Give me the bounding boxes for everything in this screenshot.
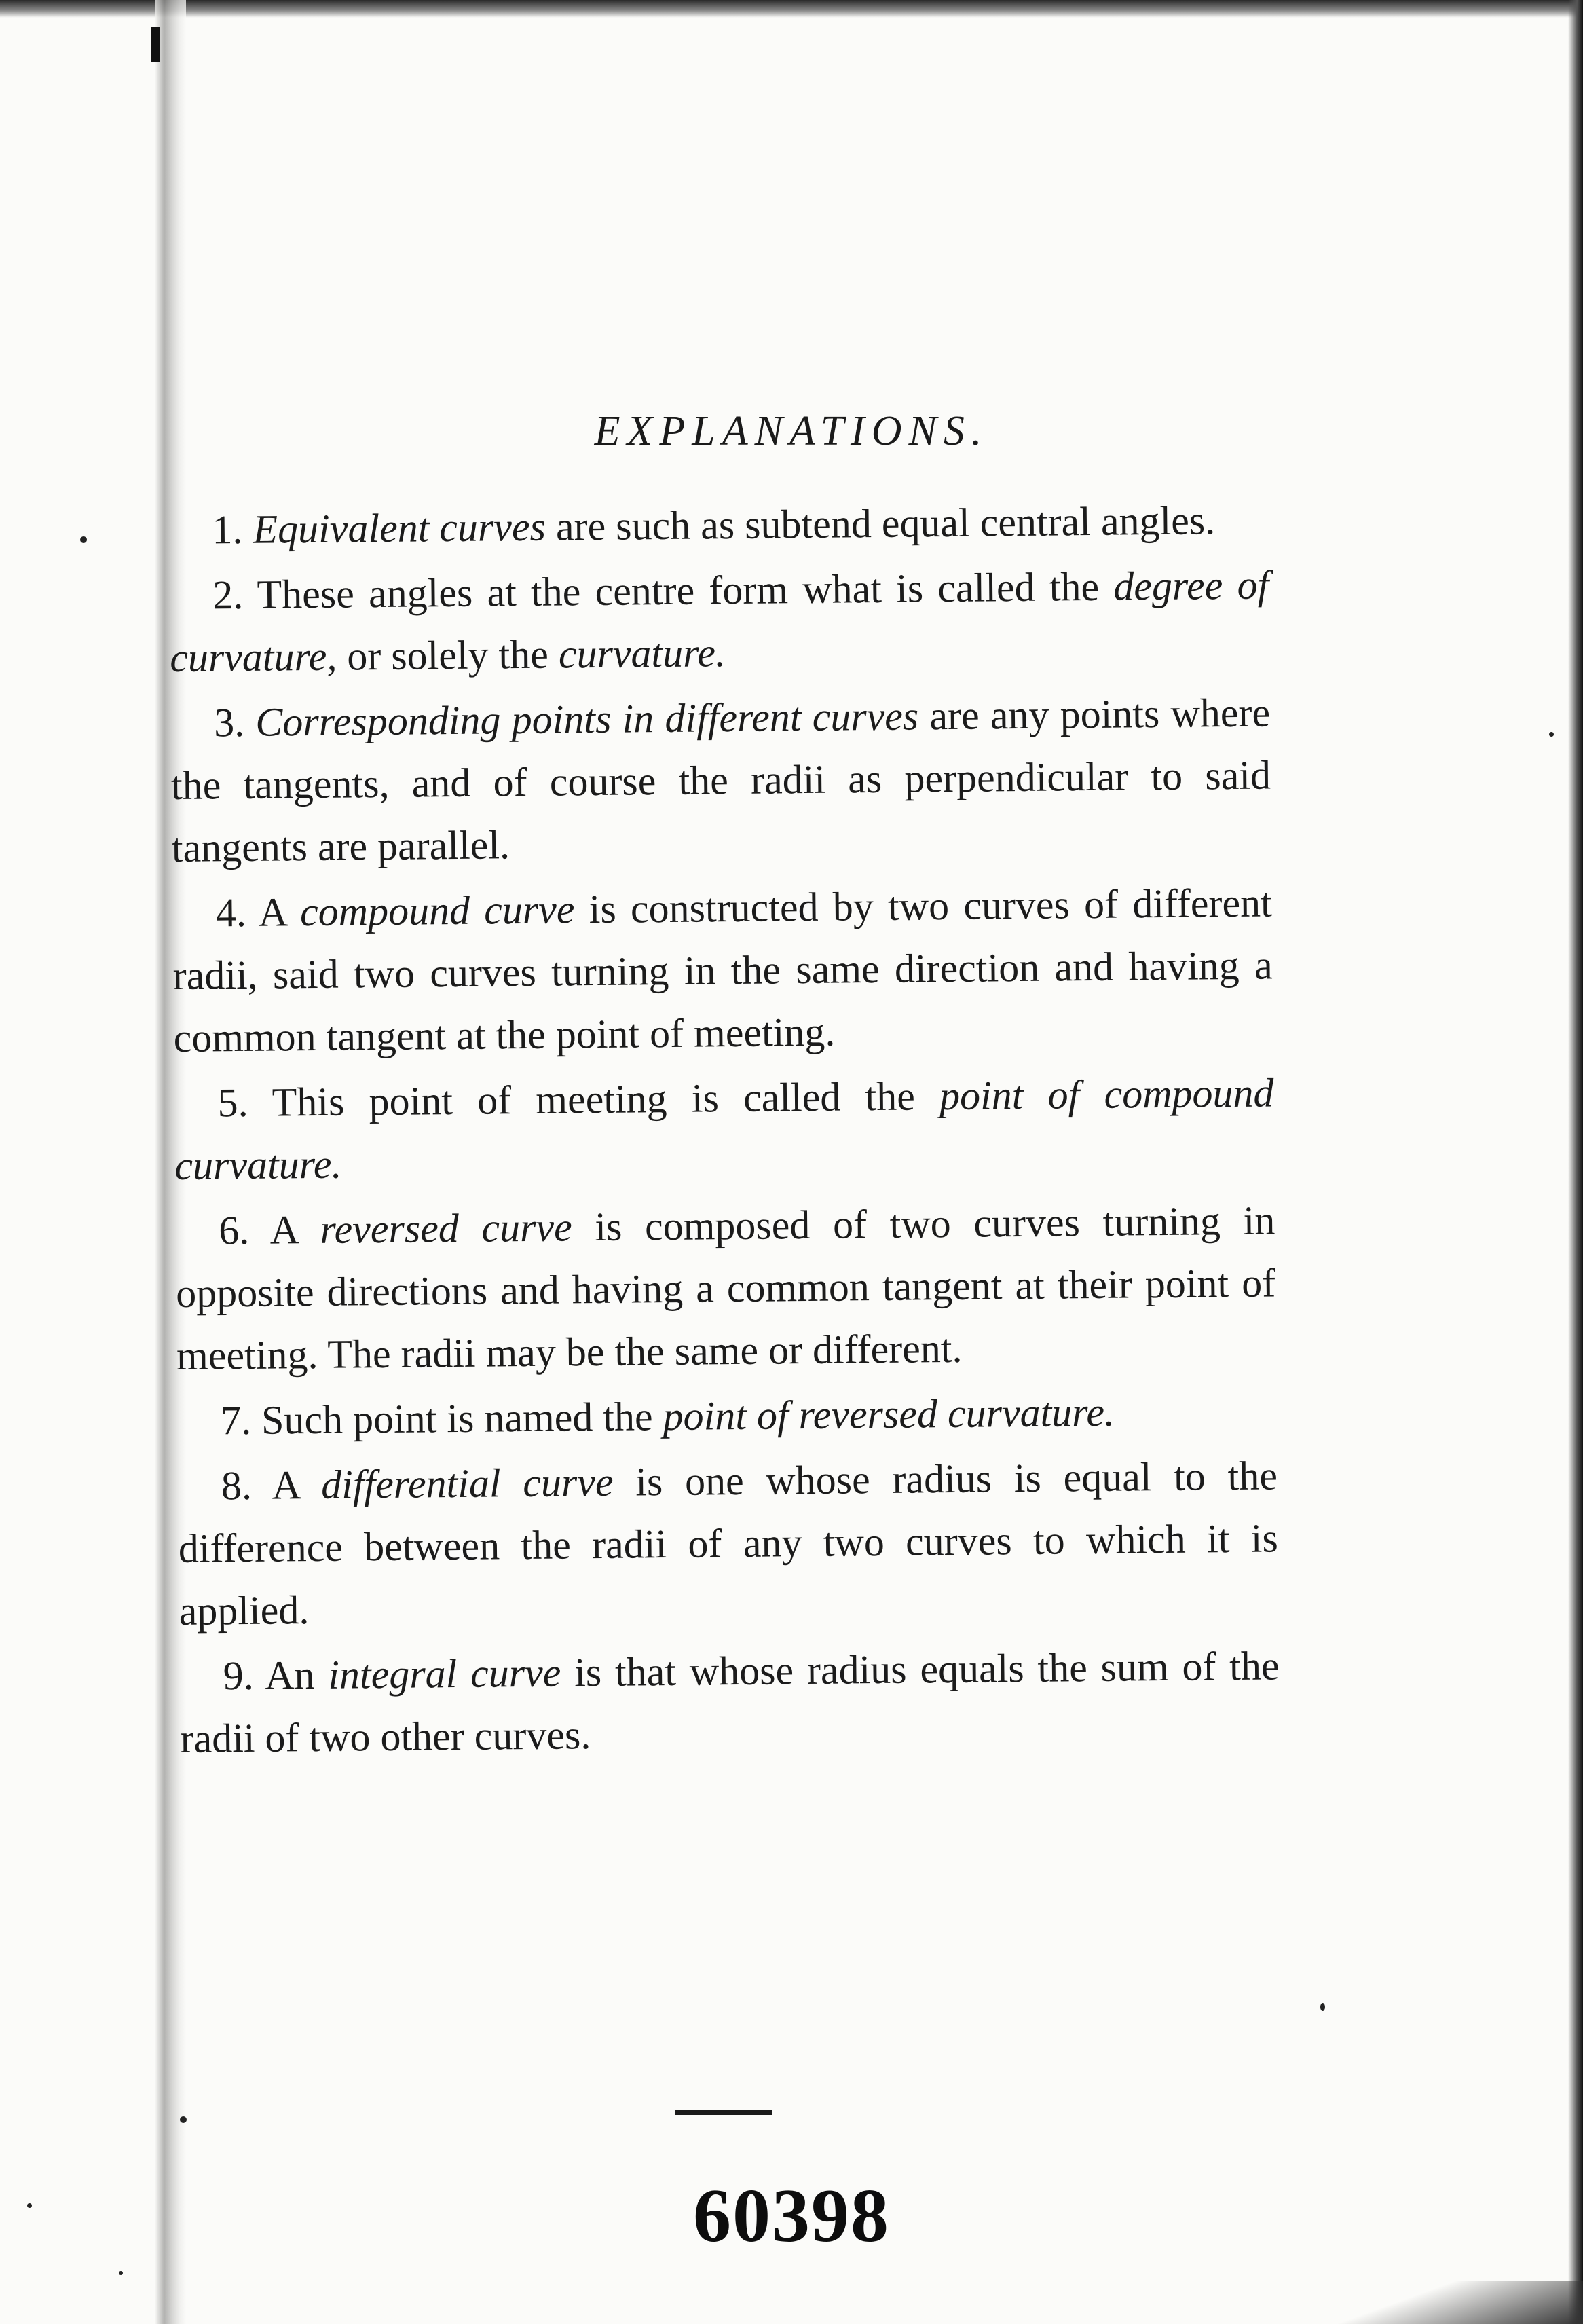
- defined-term: curvature.: [558, 630, 726, 677]
- ink-speck: [1549, 732, 1554, 737]
- page-heading: EXPLANATIONS.: [594, 408, 989, 454]
- defined-term: point of reversed curvature.: [663, 1389, 1115, 1439]
- explanation-item-4: 4. A compound curve is constructed by two curves of different radii, said two curves turning in the same direction and having a common tangent at the point of meeting.: [172, 880, 1273, 1060]
- explanation-item-6: 6. A reversed curve is composed of two curves turning in opposite directions and having a common tangent at their point of meeting. The radii may be the same or different.: [175, 1198, 1276, 1378]
- accession-number-stamp: 60398: [693, 2174, 890, 2258]
- defined-term: point of compound curvature.: [174, 1070, 1274, 1188]
- explanation-item-1: 1. Equivalent curves are such as subtend equal central angles.: [212, 498, 1216, 553]
- scan-right-edge: [1568, 0, 1583, 2324]
- ink-speck: [180, 2116, 187, 2123]
- defined-term: reversed curve: [320, 1204, 572, 1252]
- defined-term: integral curve: [327, 1650, 561, 1697]
- explanation-item-2: 2. These angles at the centre form what is called the degree of curvature, or solely the curvature.: [169, 562, 1269, 680]
- explanation-item-9: 9. An integral curve is that whose radius equals the sum of the radii of two other curves.: [180, 1643, 1280, 1761]
- scan-top-edge: [0, 0, 1583, 18]
- explanation-item-8: 8. A differential curve is one whose radius is equal to the difference between the radii of any two curves to which it is applied.: [178, 1453, 1279, 1634]
- defined-term: degree of curvature,: [169, 562, 1269, 680]
- section-divider: [675, 2110, 772, 2115]
- scan-bottom-corner: [1290, 2281, 1583, 2324]
- defined-term: compound curve: [299, 887, 575, 935]
- explanation-item-3: 3. Corresponding points in different curves are any points where the tangents, and of course the radii as perpendicular to said tangents are parallel.: [170, 690, 1271, 870]
- binding-mark: [151, 27, 160, 62]
- explanations-list: [168, 488, 1280, 1772]
- defined-term: differential curve: [320, 1459, 614, 1507]
- defined-term: Equivalent curves: [253, 504, 546, 552]
- ink-speck: [1320, 2003, 1325, 2011]
- ink-speck: [119, 2271, 123, 2275]
- ink-speck: [80, 536, 87, 543]
- explanation-item-5: 5. This point of meeting is called the point of compound curvature.: [174, 1070, 1274, 1188]
- explanation-item-7: 7. Such point is named the point of reversed curvature.: [220, 1389, 1115, 1443]
- defined-term: Corresponding points in different curves: [255, 693, 919, 745]
